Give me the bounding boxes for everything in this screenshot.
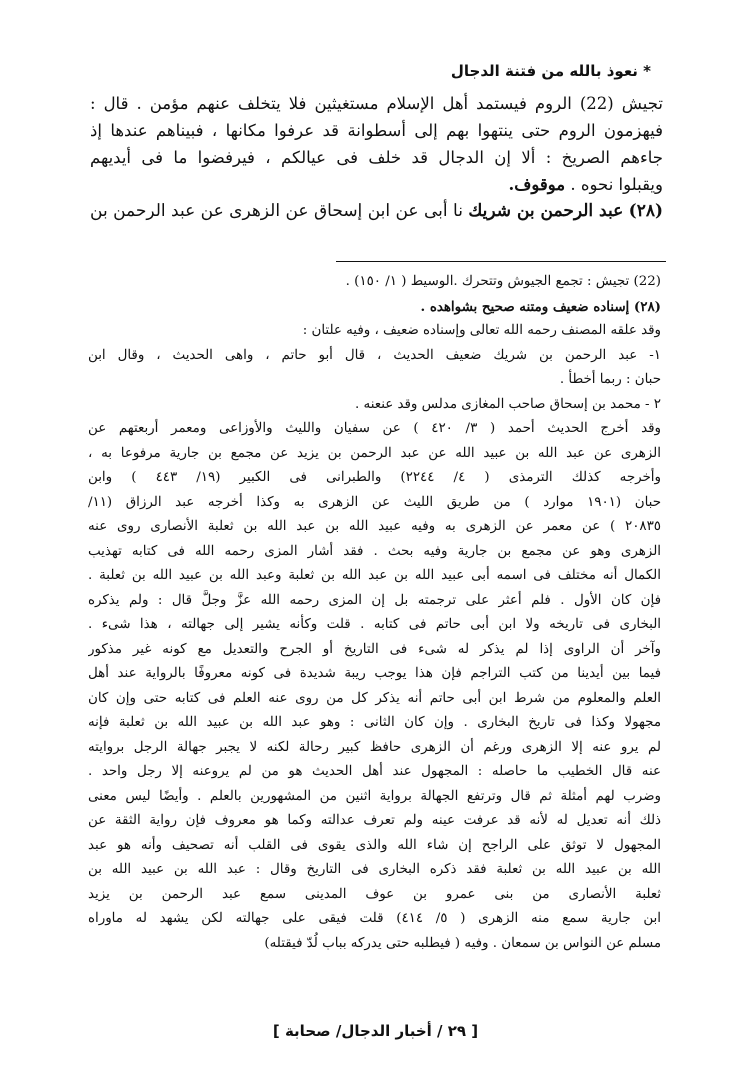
hadith-28-number: (٢٨) [628, 201, 663, 221]
footnote-line: فيما بين أيدينا من كتب التراجم فإن هذا يوجب ريبة شديدة فى كونه معروفًا بالرواية عند أهل [88, 666, 661, 681]
running-title: * نعوذ بالله من فتنة الدجال [450, 62, 651, 80]
footnote-line: وقد علقه المصنف رحمه الله تعالى وإسناده ضعيف ، وفيه علتان : [302, 323, 661, 338]
footnotes [88, 270, 661, 956]
footnote-line: وضرب لهم أمثلة ثم قال وترتفع الجهالة برواية اثنين من المشهورين بالعلم . وأيضًا ليس معنى [88, 788, 661, 804]
mawquf-label: موقوف. [508, 175, 566, 194]
footnote-line: الزهرى وهو عن مجمع بن جارية وفيه بحث . فقد أشار المزى رحمه الله فى كتابه تهذيب [88, 543, 661, 559]
footnote-line: فإن كان الأول . فلم أعثر على ترجمته بل إن المزى رحمه الله عزَّ وجلَّ قال : ولم يذكره [88, 592, 661, 608]
footnote-line: حبان : ربما أخطأ . [559, 372, 661, 387]
footnote-line: (٢٨) إسناده ضعيف ومتنه صحيح بشواهده . [420, 298, 661, 315]
hadith-28-line [90, 198, 663, 228]
footnote-line: وآخر أن الراوى إذا لم يذكر له شىء فى التاريخ أو الجرح والتعديل مع كونه غير مذكور [88, 641, 661, 657]
hadith-28-chain: نا أبى عن ابن إسحاق عن الزهرى عن عبد الرحمن بن [90, 201, 463, 221]
footnote-line: ٢٠٨٣٥ ) عن معمر عن الزهرى به وفيه عبيد الله بن عبد الله بن ثعلبة الأنصارى روى عنه [88, 519, 661, 534]
footnote-line: المجهول لا توثق على الراجح إن شاء الله والذى يقوى فى القلب أنه تصحيف وأنه هو عبد [88, 837, 661, 853]
footnote-line: ثعلبة الأنصارى من بنى عمرو بن عوف المدينى سمع عبد الرحمن بن يزيد [88, 886, 661, 902]
footnote-line: ١- عبد الرحمن بن شريك ضعيف الحديث ، قال أبو حاتم ، واهى الحديث ، وقال ابن [88, 347, 661, 363]
footnote-line: وقد أخرج الحديث أحمد ( ٣/ ٤٢٠ ) عن سفيان والليث والأوزاعى ومعمر أربعتهم عن [88, 421, 661, 436]
main-text [90, 90, 663, 228]
footnote-line: العلم والمعلوم من شرط ابن أبى حاتم أنه يذكر كل من روى عنه العلم فى كتابه حتى وإن كان [88, 690, 661, 706]
main-line-3: جاءهم الصريخ : ألا إن الدجال قد خلف فى عيالكم ، فيرفضوا ما فى أيديهم [90, 148, 663, 167]
main-line-4: ويقبلوا نحوه . موقوف. [508, 175, 663, 194]
footnote-line: الكمال أنه مختلف فى اسمه أبى عبيد الله بن عبد الله بن ثعلبة وعبد الله بن عبيد الله بن ثعلبة . [88, 568, 661, 583]
footnote-line: ابن جارية سمع منه الزهرى ( ٥/ ٤١٤) قلت فيقى على جهالته لكن يشهد له ماوراه [88, 911, 661, 926]
footnote-line: الله بن عبيد الله بن ثعلبة فقد ذكره البخارى فى التاريخ وقال : عبد الله بن عبيد الله بن [88, 862, 661, 877]
footnote-line: حبان (١٩٠١ موارد ) من طريق الليث عن الزهرى به وكذا أخرجه عبد الرزاق (١١/ [88, 494, 661, 510]
footnote-line: لم يرو عنه إلا الزهرى ورغم أن الزهرى حافظ كبير رحالة لكنه لا يجبر جهالة الرجل بروايته [88, 739, 661, 755]
footnote-line: وأخرجه كذلك الترمذى ( ٤/ ٢٢٤٤) والطبرانى فى الكبير (١٩/ ٤٤٣ ) وابن [88, 470, 661, 485]
footnote-line: الزهرى عن عبد الله بن عبيد الله عن عبد الرحمن بن يزيد عن مجمع بن جارية مرفوعا به ، [88, 445, 661, 461]
footnote-separator [336, 261, 666, 262]
footnote-line: ذلك أنه تعديل له لأنه قد عرفت عينه ولم تعرف عدالته وكما هو معروف فإن رواية الثقة عن [88, 813, 661, 828]
page-footer: [ ٢٩ / أخبار الدجال/ صحابة ] [272, 1022, 479, 1040]
footnote-line: مسلم عن النواس بن سمعان . وفيه ( فيطلبه حتى يدركه بباب لُدّ فيقتله) [264, 935, 661, 951]
main-line-1: تجيش (22) الروم فيستمد أهل الإسلام مستغيثين فلا يتخلف عنهم مؤمن . قال : [90, 94, 663, 113]
main-line-2: فيهزمون الروم حتى ينتهوا بهم إلى أسطوانة قد عرفوا مكانها ، فبيناهم عندها إذ [90, 121, 663, 140]
footnote-line: عنه قال الخطيب ما حاصله : المجهول عند أهل الحديث هو من لم يروعنه إلا رجل واحد . [88, 764, 661, 779]
hadith-28-narrator: عبد الرحمن بن شريك [468, 201, 624, 221]
running-header [100, 62, 651, 92]
footnote-line: مجهولا وكذا فى تاريخ البخارى . وإن كان الثانى : وهو عبد الله بن عبيد الله بن ثعلبة فإنه [88, 715, 661, 730]
footnote-line: البخارى فى تاريخه ولا ابن أبى حاتم فى كتابه . قلت وكأنه يشير إلى جهالته ، هذا شىء . [88, 617, 661, 632]
footnote-line: (22) تجيش : تجمع الجيوش وتتحرك .الوسيط ( ١/ ١٥٠) . [345, 274, 661, 289]
footnote-line: ٢ - محمد بن إسحاق صاحب المغازى مدلس وقد عنعنه . [355, 396, 661, 412]
